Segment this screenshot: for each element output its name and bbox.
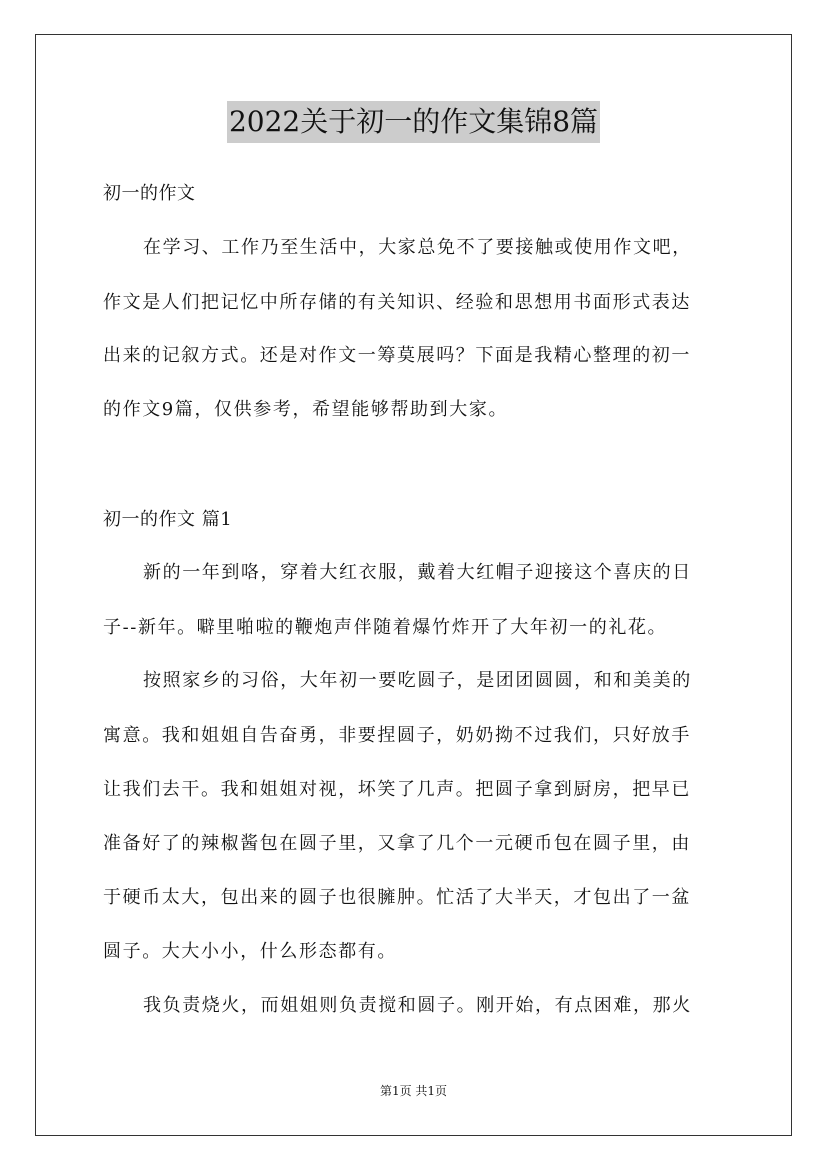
p3-line-1: 我负责烧火，而姐姐则负责搅和圆子。刚开始，有点困难，那火: [143, 995, 692, 1016]
p2-line-3: 让我们去干。我和姐姐对视，坏笑了几声。把圆子拿到厨房，把早已: [103, 779, 691, 800]
section-1-heading: 初一的作文 篇1: [103, 509, 233, 530]
p2-line-6: 圆子。大大小小，什么形态都有。: [103, 941, 397, 962]
p2-line-2: 寓意。我和姐姐自告奋勇，非要捏圆子，奶奶拗不过我们，只好放手: [103, 725, 691, 746]
p2-line-4: 准备好了的辣椒酱包在圆子里，又拿了几个一元硬币包在圆子里，由: [103, 833, 691, 854]
intro-line-4: 的作文9篇，仅供参考，希望能够帮助到大家。: [103, 399, 509, 420]
title-container: [0, 101, 827, 143]
document-title: 2022关于初一的作文集锦8篇: [227, 101, 600, 143]
p2-line-1: 按照家乡的习俗，大年初一要吃圆子，是团团圆圆，和和美美的: [143, 670, 692, 691]
intro-line-1: 在学习、工作乃至生活中，大家总免不了要接触或使用作文吧，: [143, 237, 692, 258]
p1-line-2: 子--新年。噼里啪啦的鞭炮声伴随着爆竹炸开了大年初一的礼花。: [103, 617, 668, 638]
intro-heading: 初一的作文: [103, 183, 196, 204]
page-number-label: 第1页 共1页: [379, 1084, 448, 1098]
intro-line-2: 作文是人们把记忆中所存储的有关知识、经验和思想用书面形式表达: [103, 292, 691, 313]
p2-line-5: 于硬币太大，包出来的圆子也很臃肿。忙活了大半天，才包出了一盆: [103, 887, 691, 908]
intro-line-3: 出来的记叙方式。还是对作文一筹莫展吗？下面是我精心整理的初一: [103, 345, 691, 366]
page-footer: [0, 1083, 827, 1099]
p1-line-1: 新的一年到咯，穿着大红衣服，戴着大红帽子迎接这个喜庆的日: [143, 562, 692, 583]
